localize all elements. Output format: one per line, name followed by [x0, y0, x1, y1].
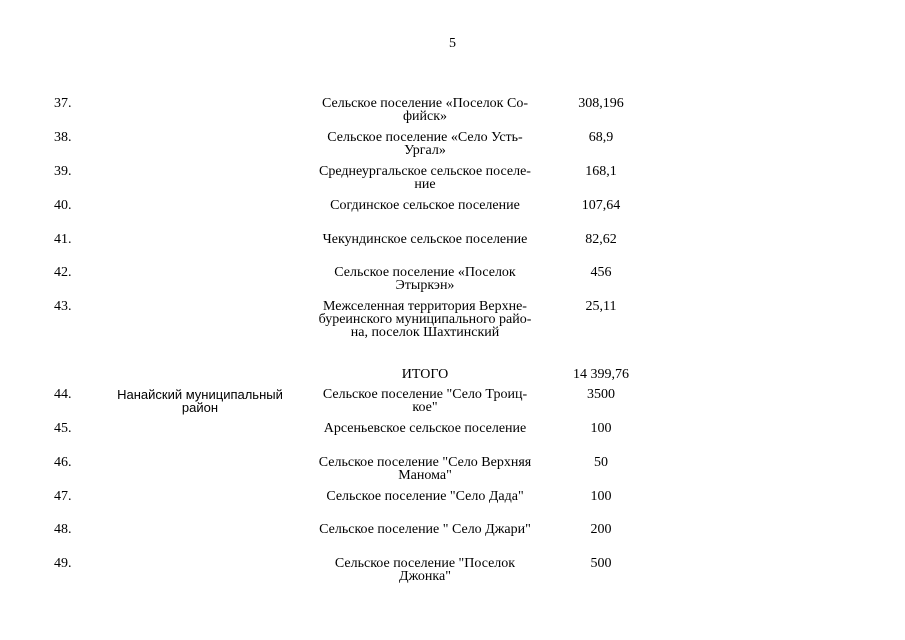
district-name: Нанайский муниципальный район: [117, 387, 283, 415]
row-number: 48.: [54, 522, 72, 537]
settlement-name: Сельское поселение «Поселок Этыркэн»: [334, 265, 516, 293]
amount-value: 200: [590, 522, 612, 537]
amount-value: 500: [590, 556, 612, 571]
settlement-name: Сельское поселение "Село Троиц- кое": [322, 387, 528, 415]
row-number: 45.: [54, 421, 72, 436]
settlement-name: Среднеургальское сельское поселе- ние: [319, 164, 531, 192]
settlement-name: Чекундинское сельское поселение: [322, 232, 528, 247]
amount-value: 100: [590, 489, 612, 504]
settlement-name: Сельское поселение " Село Джари": [319, 522, 531, 537]
amount-value: 14 399,76: [573, 367, 629, 382]
settlement-name: ИТОГО: [401, 367, 449, 382]
settlement-name: Сельское поселение "Село Верхняя Манома": [318, 455, 532, 483]
settlement-name: Сельское поселение "Поселок Джонка": [334, 556, 516, 584]
row-number: 37.: [54, 96, 72, 111]
amount-value: 107,64: [581, 198, 621, 213]
settlement-name: Сельское поселение «Село Усть- Ургал»: [327, 130, 523, 158]
row-number: 42.: [54, 265, 72, 280]
row-number: 44.: [54, 387, 72, 402]
settlement-name: Арсеньевское сельское поселение: [323, 421, 527, 436]
row-number: 46.: [54, 455, 72, 470]
row-number: 38.: [54, 130, 72, 145]
settlement-name: Согдинское сельское поселение: [330, 198, 520, 213]
row-number: 41.: [54, 232, 72, 247]
amount-value: 68,9: [588, 130, 614, 145]
settlement-name: Межселенная территория Верхне- буреинского муниципального райо- на, поселок Шахтинский: [318, 299, 532, 340]
page-number: 5: [449, 36, 456, 51]
settlement-name: Сельское поселение "Село Дада": [326, 489, 524, 504]
row-number: 49.: [54, 556, 72, 571]
settlement-name: Сельское поселение «Поселок Со- фийск»: [322, 96, 528, 124]
amount-value: 25,11: [585, 299, 617, 314]
amount-value: 3500: [587, 387, 615, 402]
amount-value: 50: [594, 455, 608, 470]
amount-value: 168,1: [585, 164, 617, 179]
amount-value: 100: [590, 421, 612, 436]
amount-value: 308,196: [578, 96, 624, 111]
row-number: 47.: [54, 489, 72, 504]
row-number: 40.: [54, 198, 72, 213]
row-number: 43.: [54, 299, 72, 314]
amount-value: 82,62: [585, 232, 617, 247]
amount-value: 456: [590, 265, 612, 280]
row-number: 39.: [54, 164, 72, 179]
